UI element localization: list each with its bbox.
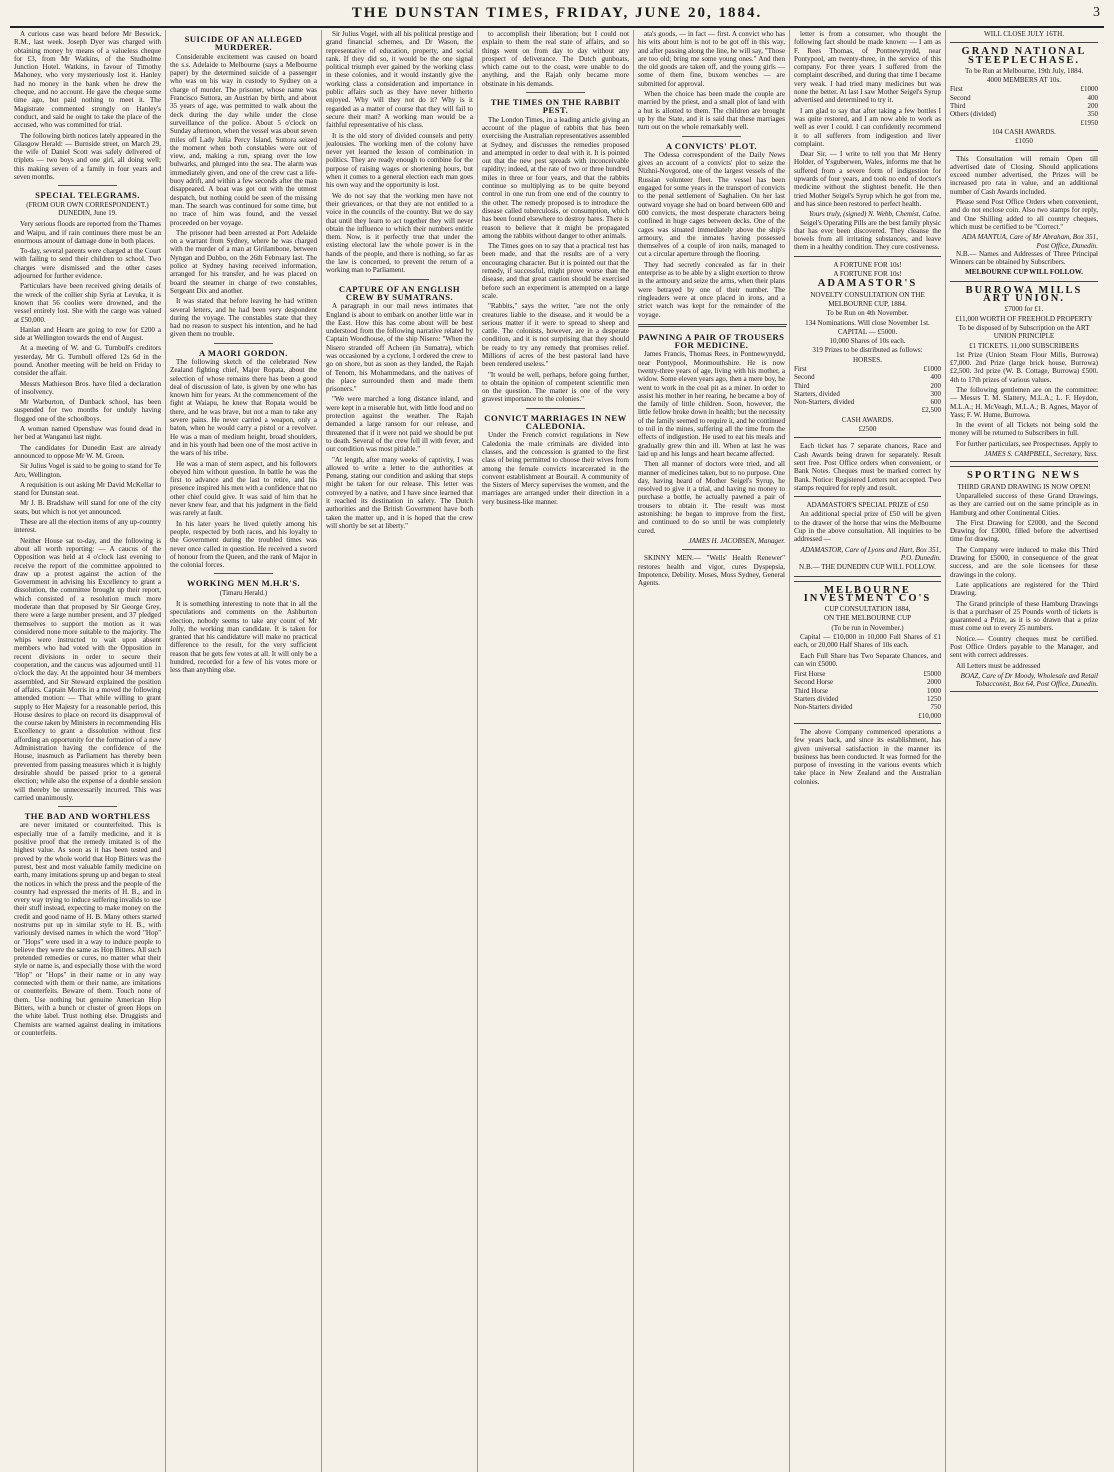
prize-value: 400 (930, 373, 941, 382)
ad-burrowa-sig: JAMES S. CAMPBELL, Secretary, Yass. (984, 450, 1098, 459)
table-row (794, 703, 941, 711)
table-row (794, 670, 941, 678)
table-row (794, 382, 941, 390)
ad-steeple-p2: Please send Post Office Orders when convenient, and do not enclose coin. Also two stamps for reply, and One Shilling added to all country cheques, which must be certified to be "Correct." (950, 198, 1098, 231)
article-capture-1: A paragraph in our mail news intimates that England is about to embark on another little war in the East. How this has come about will be best understood from the following narrative related by Captain Woodhouse, of the ship Nisero: "When the Nisero stranded off Acheen (in Sumatra), which was occasioned by a cyclone, I ordered the crew to go on shore, but as soon as they landed, the Rajah of Tenom, his Mohammedans, and the natives of the place surrounded them and made them prisoners." (326, 302, 473, 394)
ad-sporting-p2: The First Drawing for £2000, and the Second Drawing for £3000, filled before the advertised time for drawing. (950, 518, 1098, 544)
telegram-dunedin-east: The candidates for Dunedin East are already announced to oppose Mr W. M. Green. (14, 443, 161, 460)
heading-bad-worthless: THE BAD AND WORTHLESS (24, 811, 151, 822)
divider (526, 92, 585, 93)
ad-sporting-sig: BOAZ, Care of Dr Moody, Wholesale and Retail Tobacconist, Box 64, Post Office, Dunedin. (960, 671, 1098, 689)
ad-invest-l2: ON THE MELBOURNE CUP (823, 614, 912, 623)
table-row (794, 398, 941, 406)
table-row (950, 85, 1098, 93)
prize-value: 600 (930, 398, 941, 407)
testimonial-3: Dear Sir, — I write to tell you that Mr Henry Holder, of Ysguberwen, Wales, informs me that he suffered from a severe form of indigestion for upwards of four years, and took no end of doctor's medicine without the slightest benefit. He then tried Mother Seigel's Syrup which he got from me, and has since been restored to perfect health. (794, 150, 941, 208)
signature-jacobsen: JAMES H. JACOBSEN, Manager. (688, 536, 785, 545)
column-7 (946, 30, 1102, 1472)
prize-table (950, 85, 1098, 126)
article-convict-marriages: Under the French convict regulations in New Caledonia the male criminals are divided into classes, and the concession is granted to the first class of being permitted to choose their wives from among the female convicts incarcerated in the convent establishment at Bourail. A community of the Sisters of Mercy supervises the women, and the marriages are arranged under their direction in a very business-like manner. (482, 431, 629, 506)
article-rabbit-2: The Times goes on to say that a practical test has been made, and that the results are of a very encouraging character. But it is pointed out that the remedy, if successful, might prove worse than the disease, and that great caution should be exercised before such an experiment is attempted on a large scale. (482, 242, 629, 300)
prize-label: Non-Starters divided (794, 703, 853, 712)
prize-total: £2,500 (921, 406, 941, 415)
heading-convict-marriages: CONVICT MARRIAGES IN NEW CALEDONIA. (484, 412, 627, 432)
ad-invest-big: MELBOURNE INVESTMENT CO'S (803, 584, 932, 604)
table-row (794, 365, 941, 373)
article-plot-2: They had secretly concealed as far in their enterprise as to be able by a slight exertion to throw in the armoury and seize the arms, when their plans were betrayed by one of their number. The ringleaders were at once placed in irons, and a strict watch was kept for the remainder of the voyage. (638, 260, 785, 319)
ad-special-sig: ADAMASTOR, Care of Lyons and Hart, Box 351, P.O. Dunedin. (800, 545, 941, 562)
article-working-men-cont-2: It is the old story of divided counsels and petty jealousies. The working men of the colony have never yet learned the lesson of combination in politics. They are ready enough to combine for the purpose of raising wages or shortening hours, but when it comes to a general election each man goes his own way and the opportunity is lost. (326, 131, 473, 190)
ad-fortune-line-9: 319 Prizes to be distributed as follows: (812, 346, 923, 355)
ad-burrowa-mills (950, 281, 1098, 463)
divider (526, 408, 585, 409)
dateline-special: (FROM OUR OWN CORRESPONDENT.) DUNEDIN, June 19. (26, 200, 149, 217)
ad-fortune-line-3: NOVELTY CONSULTATION ON THE (810, 290, 925, 299)
table-row (794, 687, 941, 695)
prize-label: First (794, 364, 807, 373)
prize-label: Third Horse (794, 686, 829, 695)
article-working-men-cont-1: Sir Julius Vogel, with all his political prestige and grand financial schemes, and Dr Wason, the representative of education, property, and social rank. If they did so, it would be the one signal political triumph ever gained by the working class in these colonies, and it would instantly give the working class a consideration and importance in public affairs such as they have never hitherto enjoyed. Why will they not do it? Why is it regarded as a matter of course that they will fail to secure their man? A working man would be a faithful representative of his class. (326, 30, 474, 130)
ad-sporting-big: SPORTING NEWS (966, 470, 1082, 482)
prize-total: £1950 (1080, 118, 1098, 127)
ad-invest-l1: CUP CONSULTATION 1884, (824, 605, 911, 614)
table-row (950, 94, 1098, 102)
ad-fortune-line-6: 134 Nominations. Will close November 1st. (805, 318, 930, 327)
prize-table (794, 365, 941, 415)
telegram-bradshaw: Mr J. B. Bradshaw will stand for one of the city seats, but which is not yet announced. (14, 499, 161, 516)
ad-steeple-foot: MELBOURNE CUP WILL FOLLOW. (965, 268, 1083, 277)
telegram-requisition: A requisition is out asking Mr David McKellar to stand for Dunstan seat. (14, 480, 161, 498)
telegram-insolvency: Messrs Mathieson Bros. have filed a declaration of insolvency. (14, 379, 161, 396)
table-row (794, 373, 941, 381)
ad-fortune-line-7: CAPITAL — £5000. (837, 327, 898, 336)
prize-value: 750 (930, 703, 941, 712)
article-suicide-2: The prisoner had been arrested at Port Adelaide on a warrant from Sydney, where he was charged with the murder of a man at Girilambone, between Nyngan and Dubbo, on the 26th February last. The police at Sydney having received information, arranged for his transfer, and he was placed on board the steamer in charge of two constables, Sergeant Dix and another. (170, 228, 317, 295)
article-maori-3: In his later years he lived quietly among his people, respected by both races, and his loyalty to the Government during the troubled times was never once called in question. He received a sword of honour from the Queen, and the rank of Major in the colonial forces. (170, 519, 317, 570)
heading-suicide: SUICIDE OF AN ALLEGED MURDERER. (184, 34, 303, 53)
article-cheque-case: A curious case was heard before Mr Beswick, R.M., last week. Joseph Dyer was charged with obtaining money by means of a valueless cheque for £3, from Mr Watkins, of the Studholme Junction Hotel. Watkins, in favour of Timothy Mahoney, who very mysteriously lost it. Hanley had no money in the bank when he drew the cheque, and no account. He gave the cheque some time ago, but paid nothing to meet it. The Magistrate commented strongly on Hanley's conduct, and said he ought to take the place of the accused, who was committed for trial. (14, 30, 161, 130)
telegram-schoolmaster: Mr Warburton, of Dunback school, has been suspended for two months for unduly having flogged one of the schoolboys. (14, 398, 161, 423)
article-triplets: The following birth notices lately appeared in the Glasgow Herald: — Burnside street, on March 29, the wife of Daniel Scott was safely delivered of triplets — two boys and one girl, all doing well; this making seven of a family in four years and seven months. (14, 131, 161, 182)
telegram-floods: Very serious floods are reported from the Thames and Waipu, and if rain continues there must be an enormous amount of damage done in both places. (14, 220, 161, 245)
ad-fortune-line-1: A FORTUNE FOR 10s! (833, 260, 902, 269)
ad-steeple-p1: This Consultation will remain Open till advertised date of Closing. Should applications exceed number advertised, the Prizes will be increased pro rata in value, and an additional number of Cash Awards included. (950, 154, 1098, 196)
article-maori-1: The following sketch of the celebrated New Zealand fighting chief, Major Ropata, about the selection of whose remains there has been a good deal of discussion of late, is given by one who has known him for years. At the commencement of the fight at Waiapu, he knew that Ropata would be there, and he was brave, but not a man to take any severe pains. He never carried a weapon, only a baton, when he would carry a pistol or a revolver. He was a man of medium height, broad shoulders, and in his youth had been one of the most active in the wars of his tribe. (170, 357, 317, 458)
ad-burrowa-big: BURROWA MILLS ART UNION. (965, 284, 1083, 305)
article-rabbit-1: The London Times, in a leading article giving an account of the plague of rabbits that has been exercising the Australian representatives assembled at Sydney, and discusses the remedies proposed and attempted in order to deal with it. It is pointed out that the new pest spreads with inconceivable rapidity; indeed, at the rate of two or three hundred miles in three or four years, and that the rabbits continue so multiplying as to be quite beyond control in one run from one end of the country to the other. The remedy proposed is to introduce the disease called tuberculosis, or consumption, which has been found elsewhere to destroy hares. There is reason to believe that it might be propagated among the rabbits without danger to other animals. (482, 115, 629, 240)
article-suicide-3: It was stated that before leaving he had written several letters, and he had been very despondent during the voyage. The constables state that they had no reason to suspect his intention, and he had given them no trouble. (170, 297, 317, 339)
divider (682, 549, 741, 550)
heading-working-men: WORKING MEN M.H.R'S. (186, 578, 301, 589)
prize-value: 2000 (927, 678, 941, 687)
ad-burrowa-l3: To be disposed of by Subscription on the ART UNION PRINCIPLE (958, 323, 1090, 341)
article-rabbit-3: "Rabbits," says the writer, "are not the only creatures liable to the disease, and it would be a serious matter if it were to spread to sheep and cattle. The colonists, however, are in a desperate condition, and it is not surprising that they should be ready to try any remedy that promises relief. Millions of acres of the best pastoral land have been rendered useless." (482, 302, 629, 369)
ad-sporting-p4: Late applications are registered for the Third Drawing. (950, 580, 1098, 598)
telegram-wreck: Particulars have been received giving details of the wreck of the collier ship Syria at Levuka, it is known that 56 coolies were drowned, and the vessel entirely lost. She with the cargo was valued at £50,000. (14, 282, 161, 324)
newspaper-page (10, 0, 1104, 1472)
ad-steeple-l1: To be Run at Melbourne, 19th July, 1884. (964, 66, 1084, 75)
ad-burrowa-l4: £1 TICKETS. 11,000 SUBSCRIBERS (969, 341, 1079, 350)
article-working-men: It is something interesting to note that in all the speculations and comments on the Ashburton election, nobody seems to take any count of Mr Jolly, the working man candidate. It is taken for granted that his candidature will make no practical difference to the result, for the very sufficient reason that he gets few votes at all. It will only be a hundred, recorded for a few of his votes more or less than anything else. (170, 600, 317, 675)
column-6 (790, 30, 946, 1472)
telegram-death: A woman named Openshaw was found dead in her bed at Wanganui last night. (14, 425, 161, 442)
prize-value: 300 (930, 389, 941, 398)
article-hop-bitters: are never imitated or counterfeited. This is especially true of a family medicine, and it is positive proof that the remedy imitated is of the highest value. As soon as it has been tested and proved by the whole world that Hop Bitters was the purest, best and most valuable family medicine on earth, many imitations sprung up and began to steal the notices in which the press and the people of the country had expressed the merits of H. B., and in every way trying to induce suffering invalids to use their stuff instead, expecting to make money on the credit and good name of H. B. Many others started nostrums put up in similar style to H. B., with variously devised names in which the word "Hop" or "Hops" were used in a way to induce people to believe they were the same as Hop Bitters. All such pretended remedies or cures, no matter what their style or name is, and especially those with the word "Hop" or "Hops" in their name or in any way connected with them or their name, are imitations or counterfeits. Beware of them. Touch none of them. Use nothing but genuine American Hop Bitters, with a bunch or cluster of green Hops on the white label. Trust nothing else. Druggists and Chemists are warned against dealing in imitations or counterfeits. (14, 821, 161, 1037)
prize-label: Second (794, 373, 815, 382)
testimonial-2: I am glad to say that after taking a few bottles I was quite restored, and I am now able to work as well as ever I could. I can confidently recommend it to all sufferers from indigestion and liver complaint. (794, 106, 941, 148)
telegram-election-items: These are all the election items of any up-country interest. (14, 518, 161, 535)
prize-label: Third (794, 381, 810, 390)
prize-value: 1250 (927, 695, 941, 704)
prize-label: Second Horse (794, 678, 834, 687)
ad-burrowa-refund: In the event of all Tickets not being sold the money will be returned to Subscribers in full. (950, 421, 1098, 438)
heading-pawning: PAWNING A PAIR OF TROUSERS FOR MEDICINE. (638, 331, 785, 351)
prize-label: Non-Starters, divided (794, 398, 855, 407)
prize-label: First (950, 85, 963, 94)
table-row (794, 390, 941, 398)
article-pawning-2: Then all manner of doctors were tried, and all manner of medicines taken, but to no purpose. One day, having heard of Mother Seigel's Syrup, he resolved to give it a trial, and having no money to purchase a bottle, he actually pawned a pair of trousers to obtain it. The result was most astonishing: he began to improve from the first, and continued to do so until he was completely cured. (638, 460, 785, 535)
ad-sporting-p3: The Company were induced to make this Third Drawing for £5000, in consequence of the great success, and are the sole licensees for these drawings in the colony. (950, 545, 1098, 579)
prize-value: £1000 (1080, 85, 1098, 94)
ad-invest-l5: Each Full Share has Two Separate Chances, and can win £5000. (794, 651, 941, 668)
columns (10, 30, 1104, 1472)
ad-sporting-news (950, 466, 1098, 692)
divider (214, 573, 273, 574)
article-capture-3: "At length, after many weeks of captivity, I was allowed to write a letter to the authorities at Penang, stating our condition and asking that steps might be taken for our release. This letter was conveyed by a native, and I have since learned that it reached its destination in safety. The Dutch authorities and the British Government have both taken the matter up, and it is hoped that the crew will shortly be set at liberty." (326, 455, 473, 530)
prize-value: 400 (1087, 93, 1098, 102)
ad-adamastor-consultation (794, 256, 941, 439)
heading-convicts-plot: A CONVICTS' PLOT. (665, 140, 758, 151)
column-4 (478, 30, 634, 1472)
ad-steeple-cash-head: 104 CASH AWARDS. (992, 127, 1056, 136)
ad-fortune-line-5: To be Run on 4th November. (826, 309, 909, 318)
telegram-rowing: Hanlan and Hearn are going to row for £200 a side at Wellington towards the end of August. (14, 325, 161, 343)
prize-value: 1000 (927, 686, 941, 695)
telegram-creditors: At a meeting of W. and G. Turnbull's creditors yesterday, Mr G. Turnbull offered 12s 6d in the pound. Another meeting will be held on Friday to consider the affair. (14, 344, 161, 378)
ad-fortune-cash-total: £2500 (858, 425, 877, 434)
ad-fortune-details: Each ticket has 7 separate chances, Race and Cash Awards being drawn for separately. Result sent free. Post Office orders when convenient, or Bank Notes. Cheques must be marked correct by Bank. Notice: Registered Letters not accepted. Two stamps required for reply and result. (794, 442, 941, 492)
divider (682, 136, 741, 137)
article-capture-cont: to accomplish their liberation; but I could not explain to them the real state of affairs, and so things went on from day to day without any prospect of deliverance. The Dutch gunboats, which came out to the coast, were unable to do anything, and the Rajah only became more obstinate in his demands. (482, 30, 629, 88)
ad-burrowa-apply: For further particulars, see Prospectuses. Apply to (956, 439, 1098, 448)
table-row (950, 102, 1098, 110)
prize-label: Others (divided) (950, 110, 997, 119)
heading-special-telegrams: SPECIAL TELEGRAMS. (35, 190, 140, 201)
ad-sporting-p7: All Letters must be addressed (956, 661, 1041, 670)
article-convict-marriages-cont-2: When the choice has been made the couple are married by the priest, and a small plot of land with a hut is allotted to them. The children are brought up by the State, and it is said that these marriages turn out on the whole remarkably well. (638, 90, 785, 132)
ad-fortune-name: ADAMASTOR'S (817, 278, 918, 290)
column-2 (166, 30, 322, 1472)
ad-steeple-sig: ADA MANTUA, Care of Mr Abraham, Box 351, Post Office, Dunedin. (962, 233, 1098, 250)
divider (214, 343, 273, 344)
telegram-vogel: Sir Julius Vogel is said to be going to stand for Te Aro, Wellington. (14, 462, 161, 479)
column-5 (634, 30, 790, 1472)
prize-table (794, 670, 941, 720)
ad-special-body: An additional special prize of £50 will be given to the drawer of the horse that wins the Melbourne Cup in the above consultation. All inquiries to be addressed — (794, 510, 941, 544)
telegram-school: To-day, several parents were charged at the Court with failing to send their children to school. Two charges were dismissed and the other cases adjourned for further evidence. (14, 247, 161, 281)
divider (58, 806, 117, 807)
table-row (950, 119, 1098, 127)
table-row (794, 695, 941, 703)
article-rabbit-4: "It would be well, perhaps, before going further, to obtain the opinion of competent scientific men on the question. The matter is one of the very gravest importance to the colonies." (482, 370, 629, 404)
heading-maori-gordon: A MAORI GORDON. (199, 347, 288, 358)
prize-label: Starters, divided (794, 389, 840, 398)
table-row (794, 678, 941, 686)
prize-total: £10,000 (918, 711, 941, 720)
prize-label: Third (950, 102, 966, 111)
prize-label: First Horse (794, 670, 826, 679)
testimonial-1: letter is from a consumer, who thought the following fact should be made known: — I am as F. Rees Thomas, of Pontnewynydd, near Pontypool, am twenty-three, in the service of this company. For three years I suffered from the complaint described, and during that time I became very weak. I had tried many medicines but was none the better. At last I saw Mother Seigel's Syrup advertised and determined to try it. (794, 30, 941, 105)
ad-burrowa-committee: The following gentlemen are on the committee: — Messrs T. M. Slattery, M.L.A.; L. F. Heydon, M.L.A.; H. McVeagh, M.L.A.; B. Agnes, Mayor of Yass; F. W. Hume, Burrowa. (950, 385, 1098, 419)
source-working-men: (Timaru Herald.) (219, 588, 268, 597)
heading-rabbit-pest: THE TIMES ON THE RABBIT PEST. (490, 97, 621, 116)
article-convict-marriages-cont-1: ata's goods, — in fact — first. A convict who has his wits about him is not to be got off in this way, and after passing along the line, he will say, "Those are too old; bring me some young ones." And then the old goods are taken off, and the young girls — some of them fine, buxom wenches — are submitted for approval. (638, 30, 785, 88)
ad-burrowa-l2: £11,000 WORTH OF FREEHOLD PROPERTY (955, 314, 1093, 323)
ad-sporting-p6: Notice.— Country cheques must be certified. Post Office Orders payable to the Manager, and sent with correct addresses. (950, 634, 1098, 660)
ad-invest-l3: (To be run in November.) (831, 623, 904, 632)
ad-sporting-l1: THIRD GRAND DRAWING IS NOW OPEN! (957, 482, 1091, 491)
divider (638, 324, 787, 328)
table-row (794, 406, 941, 414)
ad-steeple-p3: N.B.— Names and Addresses of Three Principal Winners can be obtained by Subscribers. (950, 249, 1098, 267)
prize-value: £1000 (923, 364, 941, 373)
masthead-title: THE DUNSTAN TIMES, FRIDAY, JUNE 20, 1884. (351, 4, 763, 21)
prize-value: 350 (1087, 110, 1098, 119)
table-row (794, 712, 941, 720)
ad-special-foot: N.B.— THE DUNEDIN CUP WILL FOLLOW. (799, 563, 936, 572)
ad-sporting-p1: Unparalleled success of these Grand Drawings, as they are carried out on the same principle as in Hamburg and other Continental Cities. (950, 491, 1098, 517)
telegram-house: Neither House sat to-day, and the following is about all worth reporting: — A caucus of the Opposition was held at 4 o'clock last evening to receive the report of the committee appointed to draw up a protest against the action of the Government in advising his Excellency to grant a dissolution, the committee brought up their report, which consisted of a resolution much more moderate than that proposed by Sir George Grey, there were a large number present, and 37 pledged themselves to support the motion as it was considered none more suitable to the majority. The whips were instructed to wait upon absent members who had voted with the Opposition in recent divisions in order to secure their cooperation, and the caucus was adjourned until 11 o'clock the day. At the appointed hour 34 members assembled, and Sir Steward explained the position of affairs. Captain Morris in a moved the following amended motion: — That while willing to grant supply to Her Majesty for a reasonable period, this House desires to place on record its disapproval of the course taken by Ministers in recommending His Excellency to grant a dissolution without first affording an opportunity for the formation of a new Administration having the confidence of the House, inasmuch as Parliament has thereby been prevented from passing measures which it is highly desirable should be passed prior to a general election; while also the expense of a double session will thereby be unnecessarily incurred. This was carried unanimously. (14, 536, 161, 802)
page-number: 3 (1093, 5, 1100, 20)
ad-fortune-cash-head: CASH AWARDS. (841, 415, 894, 424)
divider (58, 185, 117, 186)
article-plot-1: The Odessa correspondent of the Daily News gives an account of a convicts' plot to seize the Nizhni-Novgorod, one of the largest vessels of the Russian volunteer fleet. The vessel has been engaged for some years in the transport of convicts to the penal settlement of Saghalien. On her last outward voyage she had on board between 600 and 600 convicts, the most desperate characters being confined in huge cages between decks. One of the cages was situated immediately above the ship's armoury, and the inmates having possessed themselves of a couple of iron nails, managed to cut a circular aperture through the flooring. (638, 150, 785, 259)
ad-melbourne-investment (794, 581, 941, 724)
ad-steeple-big: GRAND NATIONAL STEEPLECHASE. (961, 46, 1087, 66)
prize-value: £5000 (923, 670, 941, 679)
ad-skinny-men: SKINNY MEN.— "Wells' Health Renewer" restores health and vigor, cures Dyspepsia, Impotence, Debility. Moses, Moss Sydney, General Agents. (638, 554, 785, 588)
prize-value: 200 (930, 381, 941, 390)
column-3 (322, 30, 478, 1472)
heading-capture: CAPTURE OF AN ENGLISH CREW BY SUMATRANS. (338, 283, 461, 302)
article-pawning-1: James Francis, Thomas Rees, in Pontnewynydd, near Pontypool, Monmouthshire. He is now twenty-three years of age, living with his mother, a widow. Some eleven years ago, then a mere boy, he went to work in the coal pit as a miner. In order to assist his mother in her rearing, he became a boy of the family of little children. Soon, however, the little fellow broke down in health; but the necessity of the family seemed to require it, and he continued to toil in the mines, suffering all the time from the effects of indigestion. He used to eat his meals and gradually grew thin and ill. When at last he was laid up and his lungs and heart became affected. (638, 350, 785, 458)
table-row (950, 110, 1098, 118)
ad-fortune-line-2: A FORTUNE FOR 10s! (833, 270, 902, 279)
ad-burrowa-l1: £7000 for £1. (1004, 305, 1044, 314)
divider (370, 279, 429, 280)
ad-adamastor-special (794, 496, 941, 576)
article-maori-2: He was a man of stern aspect, and his followers obeyed him without question. In battle he was the first to advance and the last to retire, and his presence inspired his men with a confidence that no other chief could give. It was said of him that he never knew fear, and that his judgment in the field was rarely at fault. (170, 459, 317, 518)
column-1 (10, 30, 166, 1472)
article-working-men-cont-3: We do not say that the working men have not their grievances, or that they are not entitled to a voice in the councils of the country. But we do say that until they learn to act together they will never obtain the influence to which their numbers entitle them. Now, is it perfectly true that under the existing electoral law the whole power is in the hands of the people, and there is nothing, so far as the law is concerned, to prevent the return of a working man to Parliament. (326, 191, 473, 275)
signature-webb: Yours truly, (signed) N. Webb, Chemist, Calne. (808, 210, 941, 219)
ad-fortune-horses-head: HORSES. (853, 355, 882, 364)
ad-special-head: ADAMASTOR'S SPECIAL PRIZE of £50 (806, 501, 929, 510)
ad-seigels-pills: Seigel's Operating Pills are the best family physic that has ever been discovered. They cleanse the bowels from all irritating substances, and leave them in a healthy condition. They cure costiveness. (794, 218, 941, 252)
prize-label: Starters divided (794, 695, 839, 704)
ad-steeple-cash-total: £1050 (1015, 137, 1033, 146)
ad-steeple-top: WILL CLOSE JULY 16TH. (984, 30, 1064, 38)
ad-steeple-l2: 4000 MEMBERS AT 10s. (987, 76, 1061, 85)
ad-burrowa-prizes: 1st Prize (Union Steam Flour Mills, Burrowa) £7,000. 2nd Prize (large brick house, Burrowa) £2,500. 3rd prize (W. B. Cottage, Burrowa) £500. 4th to 17th prizes of various values. (950, 350, 1098, 384)
ad-fortune-line-4: MELBOURNE CUP, 1884. (828, 299, 907, 308)
ad-grand-national (950, 42, 1098, 150)
ad-sporting-p5: The Grand principle of these Hamburg Drawings is that a purchaser of 25 Pounds worth of tickets is guaranteed a Prize, as it is so drawn that a prize must come out to every 25 numbers. (950, 599, 1098, 633)
article-suicide-1: Considerable excitement was caused on board the s.s. Adelaide to Melbourne (says a Melbourne paper) by the determined suicide of a passenger who was on his way in custody to Sydney on a charge of murder. The prisoner, whose name was Francisco Suttora, an Austrian by birth, and about 35 years of age, was permitted to walk about the deck during the day while under the close surveillance of the police. About 5 o'clock on Sunday afternoon, when the vessel was about seven miles off Lady Julia Percy Island, Suttora seized the moment when both constables were out of view, and, making a run, sprang over the low bulwarks, and plunged into the sea. The alarm was immediately given, and one of the crew cast a life-buoy adrift, and within a few seconds after the man disappeared. A boat was got out with the utmost despatch, but nothing could be seen of the missing man. The search was continued for some time, but no trace of him was found, and the vessel proceeded on her voyage. (170, 52, 317, 227)
ad-invest-body: The above Company commenced operations a few years back, and since its establishment, has given universal satisfaction in the manner its business has been conducted. It was formed for the purpose of investing in the various events which take place in New Zealand and the Australian colonies. (794, 727, 941, 786)
prize-label: Second (950, 93, 971, 102)
masthead (10, 0, 1104, 28)
ad-fortune-line-8: 10,000 Shares of 10s each. (829, 337, 906, 346)
article-capture-2: "We were marched a long distance inland, and were kept in a miserable hut, with little food and no protection against the weather. The Rajah demanded a large ransom for our release, and threatened that if it were not paid we should be put to death. Several of the crew fell ill with fever, and our condition was most pitiable." (326, 395, 473, 454)
ad-invest-l4: Capital — £10,000 in 10,000 Full Shares of £1 each, or 20,000 Half Shares of 10s each. (794, 633, 941, 650)
prize-value: 200 (1087, 102, 1098, 111)
